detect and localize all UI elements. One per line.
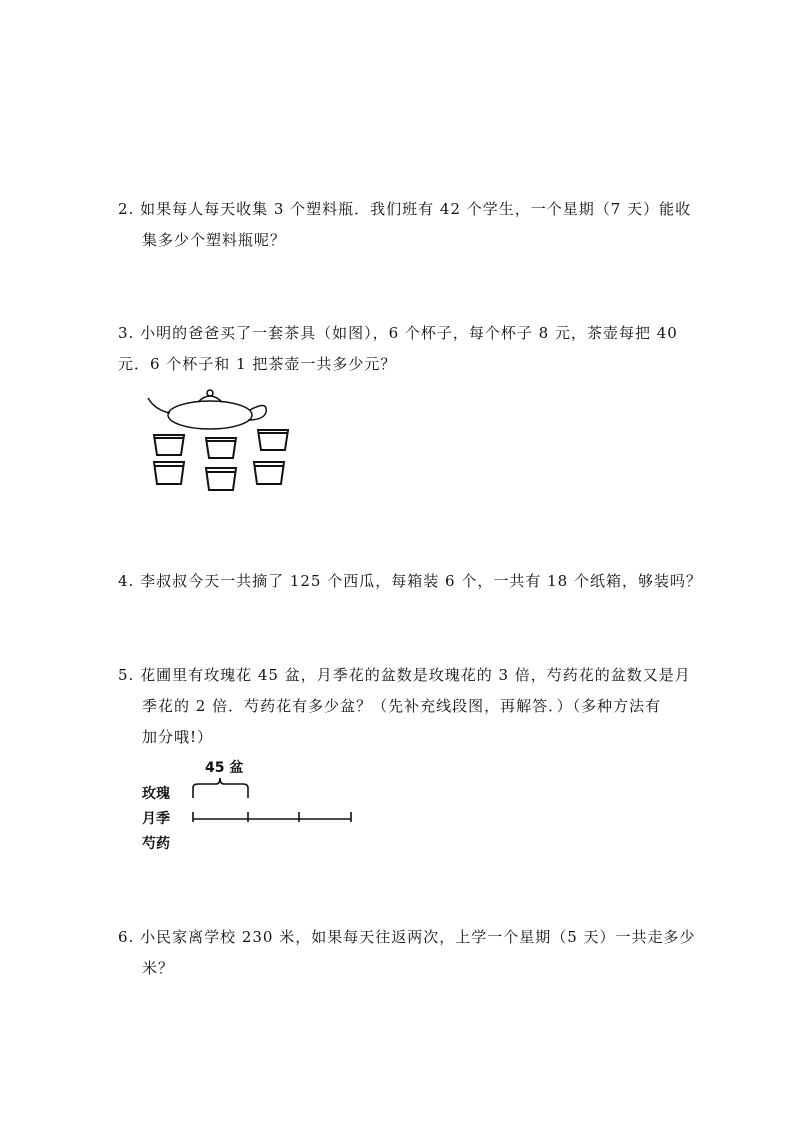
teapot-icon bbox=[148, 390, 266, 429]
question-5-line-2: 季花的 2 倍．芍药花有多少盆？（先补充线段图，再解答．）（多种方法有 bbox=[142, 697, 662, 715]
question-2-line-2: 集多少个塑料瓶呢？ bbox=[142, 231, 287, 249]
cup-icon bbox=[254, 462, 284, 484]
question-3-line-2: 元．6 个杯子和 1 把茶壶一共多少元？ bbox=[118, 355, 397, 373]
question-5-line-1: 5. 花圃里有玫瑰花 45 盆，月季花的盆数是玫瑰花的 3 倍，芍药花的盆数又是月 bbox=[118, 666, 691, 684]
row-label-rose: 玫瑰 bbox=[142, 786, 170, 802]
row-label-chinese-rose: 月季 bbox=[142, 811, 170, 827]
question-2-line-1: 2. 如果每人每天收集 3 个塑料瓶．我们班有 42 个学生，一个星期（7 天）能收 bbox=[118, 200, 692, 218]
cup-icon bbox=[206, 438, 236, 458]
cup-icon bbox=[206, 468, 236, 490]
cup-icon bbox=[258, 430, 288, 450]
question-3-line-1: 3. 小明的爸爸买了一套茶具（如图），6 个杯子，每个杯子 8 元，茶壶每把 40 bbox=[118, 324, 678, 342]
segment-diagram bbox=[188, 770, 358, 830]
brace-label: 45 盆 bbox=[205, 760, 244, 776]
question-6-line-1: 6. 小民家离学校 230 米，如果每天往返两次，上学一个星期（5 天）一共走多少 bbox=[118, 928, 696, 946]
teaset-illustration bbox=[140, 380, 300, 500]
cup-icon bbox=[154, 435, 184, 455]
chinese-rose-segment bbox=[193, 812, 351, 822]
rose-brace bbox=[193, 778, 248, 798]
cup-icon bbox=[154, 462, 184, 484]
question-5-line-3: 加分哦!） bbox=[142, 728, 214, 746]
question-6-line-2: 米？ bbox=[142, 959, 175, 977]
question-4-line-1: 4. 李叔叔今天一共摘了 125 个西瓜，每箱装 6 个，一共有 18 个纸箱，够装吗？ bbox=[118, 572, 702, 590]
row-label-peony: 芍药 bbox=[142, 836, 170, 852]
